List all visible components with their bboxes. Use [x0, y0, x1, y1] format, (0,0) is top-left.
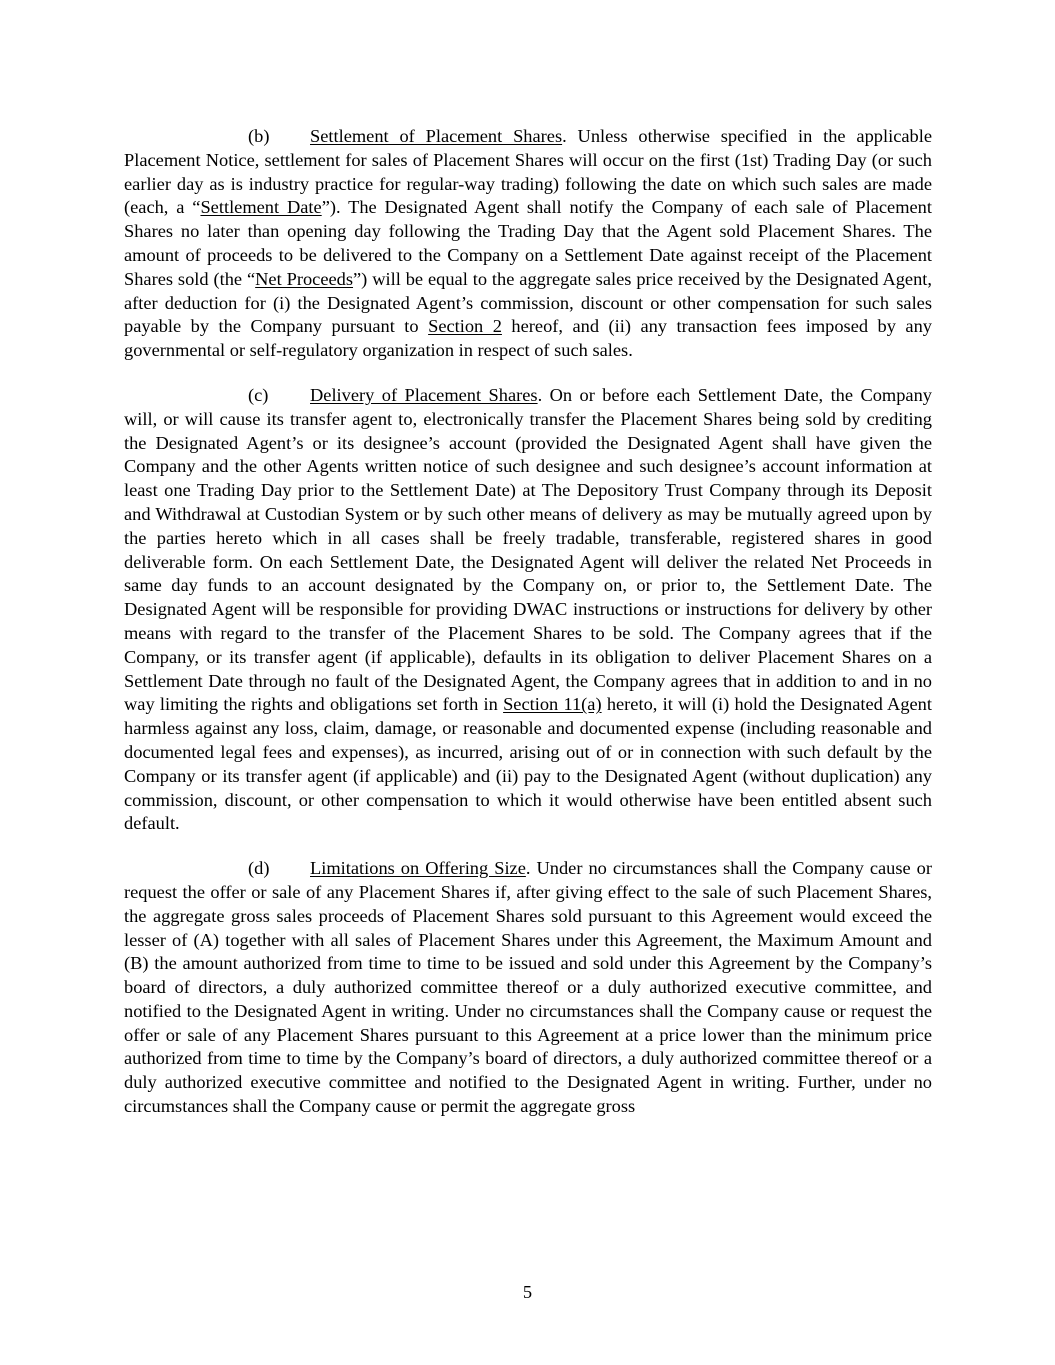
- paragraph-text: ”) will be equal to the aggregate sales price received by the Designated Agent, after deduction for (i) the Designated Agent’s commission, discount or other compensation for such sales payable by the Company pursuant to: [124, 268, 932, 337]
- paragraph-label: (d): [248, 858, 270, 879]
- paragraph-b: [124, 125, 932, 363]
- section-reference: Section 2: [428, 316, 502, 337]
- document-body: [124, 125, 932, 1140]
- paragraph-text: . Under no circumstances shall the Company cause or request the offer or sale of any Placement Shares if, after giving effect to the sale of such Placement Shares, the aggregate gross sales proceeds of Placement Shares sold pursuant to this Agreement would exceed the lesser of (A) together with all sales of Placement Shares under this Agreement, the Maximum Amount and (B) the amount authorized from time to time to be issued and sold under this Agreement by the Company’s board of directors, a duly authorized committee thereof or a duly authorized executive committee, and notified to the Designated Agent in writing. Under no circumstances shall the Company cause or request the offer or sale of any Placement Shares pursuant to this Agreement at a price lower than the minimum price authorized from time to time by the Company’s board of directors, a duly authorized committee thereof or a duly authorized executive committee and notified to the Designated Agent in writing. Further, under no circumstances shall the Company cause or permit the aggregate gross: [124, 858, 932, 1117]
- paragraph-text: hereof, and (ii) any transaction fees imposed by any governmental or self-regulatory organization in respect of such sales.: [124, 316, 932, 361]
- paragraph-text: hereto, it will (i) hold the Designated Agent harmless against any loss, claim, damage, or reasonable and documented expense (including reasonable and documented legal fees and expenses), as incurred, arising out of or in connection with such default by the Company or its transfer agent (if applicable) and (ii) pay to the Designated Agent (without duplication) any commission, discount, or other compensation to which it would otherwise have been entitled absent such default.: [124, 694, 932, 834]
- paragraph-d: [124, 857, 932, 1119]
- paragraph-text: ”). The Designated Agent shall notify the Company of each sale of Placement Shares no later than opening day following the Trading Day that the Agent sold Placement Shares. The amount of proceeds to be delivered to the Company on a Settlement Date against receipt of the Placement Shares sold (the “: [124, 197, 932, 289]
- paragraph-heading: Settlement of Placement Shares: [310, 126, 563, 146]
- paragraph-c: [124, 384, 932, 836]
- paragraph-text: . Unless otherwise specified in the applicable Placement Notice, settlement for sales of Placement Shares will occur on the first (1st) Trading Day (or such earlier day as is industry practice for regular-way trading) following the date on which such sales are made (each, a “: [124, 126, 932, 218]
- paragraph-label: (c): [248, 384, 269, 405]
- paragraph-text: . On or before each Settlement Date, the Company will, or will cause its transfer agent to, electronically transfer the Placement Shares being sold by crediting the Designated Agent’s or its designee’s account (provided the Designated Agent shall have given the Company and the other Agents written notice of such designee and such designee’s account information at least one Trading Day prior to the Settlement Date) at The Depository Trust Company through its Deposit and Withdrawal at Custodian System or by such other means of delivery as may be mutually agreed upon by the parties hereto which in all cases shall be freely tradable, transferable, registered shares in good deliverable form. On each Settlement Date, the Designated Agent will deliver the related Net Proceeds in same day funds to an account designated by the Company on, or prior to, the Settlement Date. The Designated Agent will be responsible for providing DWAC instructions or instructions for delivery by other means with regard to the transfer of the Placement Shares to be sold. The Company agrees that if the Company, or its transfer agent (if applicable), defaults in its obligation to deliver Placement Shares on a Settlement Date through no fault of the Designated Agent, the Company agrees that in addition to and in no way limiting the rights and obligations set forth in: [124, 384, 932, 715]
- defined-term: Settlement Date: [200, 197, 322, 218]
- paragraph-label: (b): [248, 126, 270, 146]
- paragraph-heading: Limitations on Offering Size: [310, 858, 526, 879]
- section-reference: Section 11(a): [503, 694, 602, 715]
- page-number: 5: [522, 1282, 533, 1302]
- defined-term: Net Proceeds: [255, 268, 354, 289]
- paragraph-heading: Delivery of Placement Shares: [310, 384, 538, 405]
